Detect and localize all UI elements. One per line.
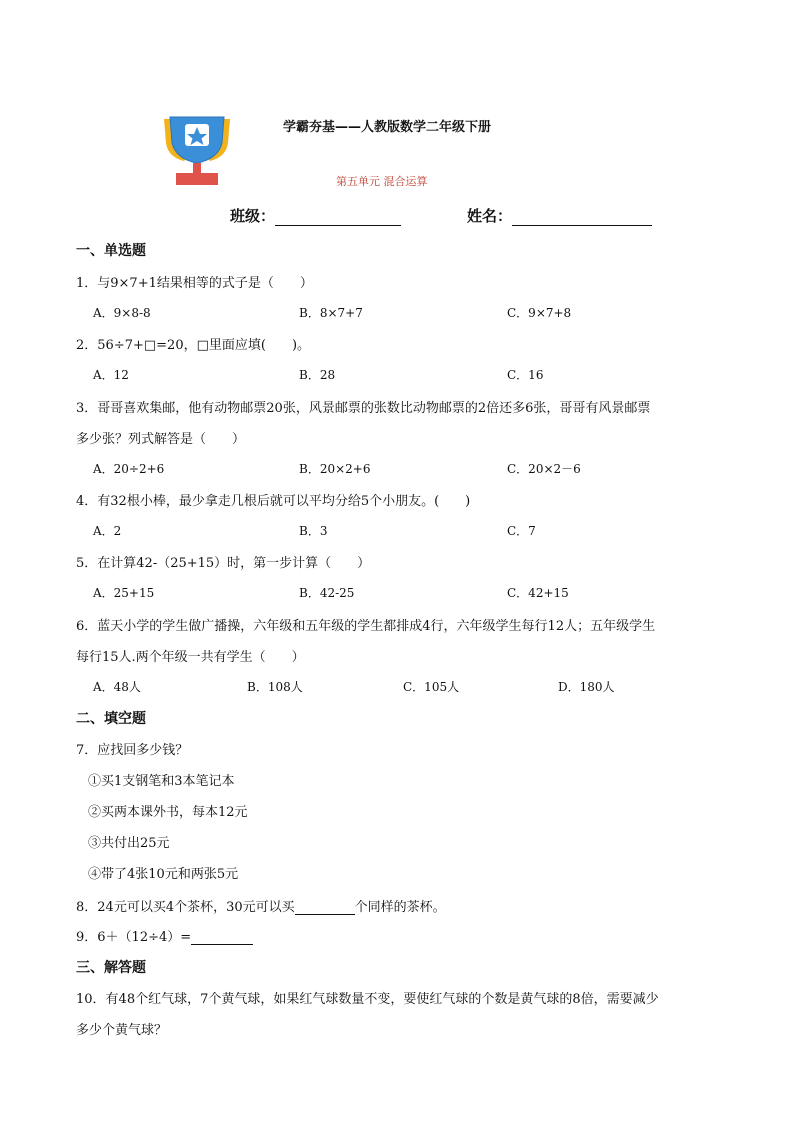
q7-item-4: ④带了4张10元和两张5元: [88, 867, 239, 882]
q3-option-a[interactable]: A．20÷2+6: [93, 462, 165, 476]
question-7: 7．应找回多少钱？: [76, 743, 189, 758]
name-label: 姓名：: [467, 207, 513, 225]
q1-option-b[interactable]: B．8×7+7: [299, 306, 363, 320]
question-3-line1: 3．哥哥喜欢集邮，他有动物邮票20张，风景邮票的张数比动物邮票的2倍还多6张，哥哥有风景邮票: [76, 401, 651, 416]
q5-option-c[interactable]: C．42+15: [507, 586, 569, 600]
q4-option-b[interactable]: B．3: [299, 524, 328, 538]
q1-option-c[interactable]: C．9×7+8: [507, 306, 572, 320]
q8-answer-blank[interactable]: [295, 900, 355, 915]
section-heading-fill: 二、填空题: [76, 711, 146, 727]
class-label: 班级：: [230, 207, 276, 225]
question-10-line1: 10．有48个红气球，7个黄气球，如果红气球数量不变，要使红气球的个数是黄气球的8倍，需要减少: [76, 992, 659, 1007]
class-field[interactable]: [230, 205, 401, 226]
q6-option-a[interactable]: A．48人: [93, 680, 141, 694]
q2-option-a[interactable]: A．12: [93, 368, 129, 382]
trophy-logo-icon: [154, 113, 240, 187]
q1-option-a[interactable]: A．9×8-8: [93, 306, 151, 320]
question-2: 2．56÷7+□=20，□里面应填( )。: [76, 338, 311, 353]
question-5: 5．在计算42-（25+15）时，第一步计算（ ）: [76, 556, 371, 571]
document-subtitle: 第五单元 混合运算: [336, 175, 428, 188]
q6-option-b[interactable]: B．108人: [247, 680, 303, 694]
q4-option-c[interactable]: C．7: [507, 524, 536, 538]
question-9: [76, 926, 253, 945]
section-heading-solve: 三、解答题: [76, 960, 146, 976]
question-3-line2: 多少张？列式解答是（ ）: [76, 432, 246, 447]
question-6-line1: 6．蓝天小学的学生做广播操，六年级和五年级的学生都排成4行，六年级学生每行12人；五年级学生: [76, 619, 656, 634]
q8-text-before: 8．24元可以买4个茶杯，30元可以买: [76, 900, 295, 915]
question-4: 4．有32根小棒，最少拿走几根后就可以平均分给5个小朋友。( ): [76, 494, 471, 509]
q9-answer-blank[interactable]: [191, 930, 253, 945]
q2-option-c[interactable]: C．16: [507, 368, 544, 382]
document-title: 学霸夯基——人教版数学二年级下册: [283, 120, 492, 135]
q8-text-after: 个同样的茶杯。: [354, 900, 446, 915]
q2-option-b[interactable]: B．28: [299, 368, 336, 382]
name-field[interactable]: [467, 205, 652, 226]
q6-option-c[interactable]: C．105人: [403, 680, 460, 694]
q3-option-b[interactable]: B．20×2+6: [299, 462, 371, 476]
q7-item-1: ①买1支钢笔和3本笔记本: [88, 774, 235, 789]
q3-option-c[interactable]: C．20×2－6: [507, 462, 581, 476]
question-10-line2: 多少个黄气球？: [76, 1023, 168, 1038]
question-1: 1．与9×7+1结果相等的式子是（ ）: [76, 276, 313, 291]
section-heading-choice: 一、单选题: [76, 243, 146, 259]
q5-option-b[interactable]: B．42-25: [299, 586, 355, 600]
q4-option-a[interactable]: A．2: [93, 524, 122, 538]
q9-text: 9．6＋（12÷4）=: [76, 930, 192, 945]
q7-item-3: ③共付出25元: [88, 836, 170, 851]
q5-option-a[interactable]: A．25+15: [93, 586, 155, 600]
q7-item-2: ②买两本课外书，每本12元: [88, 805, 248, 820]
name-blank[interactable]: [512, 210, 652, 226]
class-blank[interactable]: [275, 210, 401, 226]
q6-option-d[interactable]: D．180人: [558, 680, 615, 694]
question-6-line2: 每行15人.两个年级一共有学生（ ）: [76, 650, 305, 665]
question-8: [76, 896, 446, 915]
